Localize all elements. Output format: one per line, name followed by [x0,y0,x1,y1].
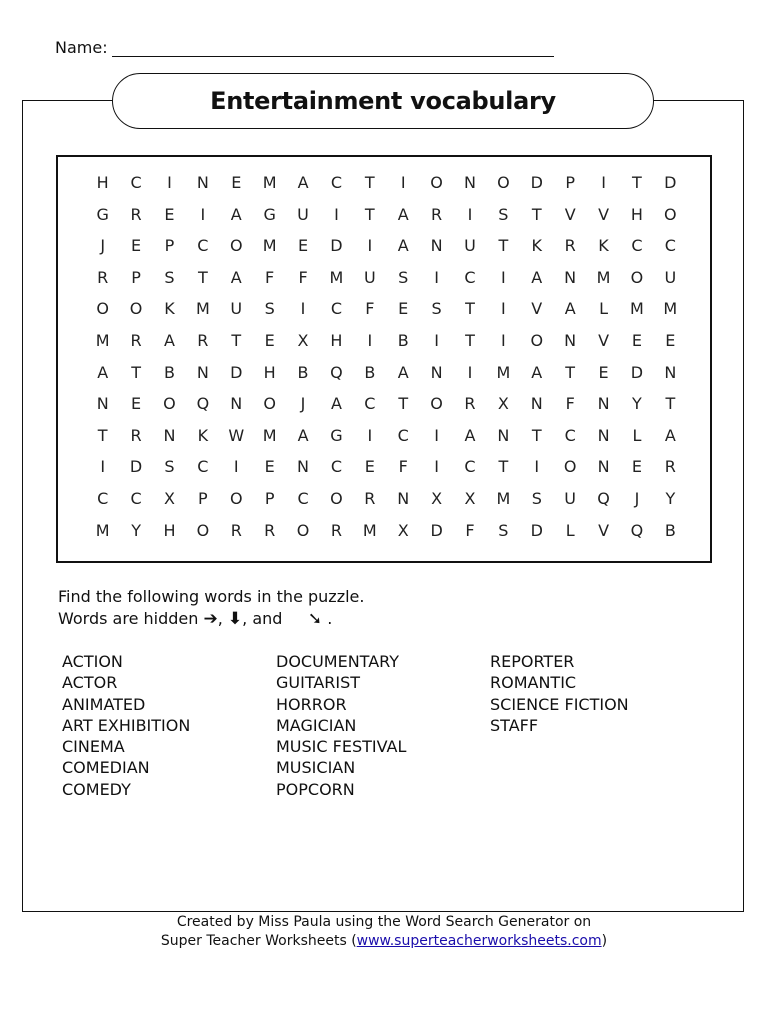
grid-letter: T [131,362,141,382]
footer-line-2 [0,932,768,951]
grid-letter: E [398,299,409,319]
grid-letter: F [265,267,275,287]
grid-letter: O [129,299,143,319]
instructions-sep-2: , and [242,609,283,628]
grid-letter: N [163,425,176,445]
grid-letter: B [397,330,409,350]
grid-letter: J [300,394,306,414]
grid-letter: O [664,204,677,224]
word-list-item: MUSIC FESTIVAL [276,737,407,757]
grid-letter: A [97,362,109,382]
grid-letter: P [164,236,175,256]
grid-letter: N [397,488,410,508]
grid-letter: R [264,520,276,540]
grid-letter: A [297,173,309,192]
word-list-item: STAFF [490,715,539,735]
name-field-row [55,38,554,57]
grid-letter: O [296,520,310,540]
word-list-item: CINEMA [62,737,125,757]
grid-letter: T [565,362,576,382]
footer-suffix: ) [601,933,608,949]
grid-letter: S [164,457,175,477]
word-column [62,651,276,800]
grid-letter: Q [597,488,610,508]
grid-letter: T [97,425,108,445]
title-banner [112,73,654,129]
grid-letter: C [631,236,643,256]
grid-letter: A [464,425,476,445]
grid-letter: N [297,457,310,477]
grid-letter: P [131,267,141,287]
grid-letter: C [330,299,343,319]
grid-letter: A [297,425,309,445]
grid-letter: E [598,362,609,382]
grid-letter: Y [131,520,141,540]
grid-letter: I [467,362,473,382]
grid-letter: V [598,204,610,224]
grid-letter: C [364,394,376,414]
grid-letter: L [599,299,609,319]
grid-letter: A [564,299,576,319]
grid-letter: D [630,362,644,382]
grid-letter: M [262,236,277,256]
instructions-prefix: Words are hidden [58,609,199,628]
grid-letter: N [430,362,443,382]
grid-letter: I [167,173,172,192]
grid-letter: C [197,236,209,256]
grid-letter: I [367,236,373,256]
grid-letter: O [563,457,577,477]
word-list-item: MUSICIAN [276,758,356,778]
grid-letter: I [434,425,439,445]
grid-letter: P [264,488,275,508]
grid-letter: S [498,204,509,224]
grid-letter: D [530,520,543,540]
grid-letter: M [262,425,277,445]
grid-letter: N [196,173,209,192]
grid-letter: I [200,204,206,224]
grid-letter: R [564,236,576,256]
grid-letter: Q [330,362,343,382]
grid-letter: R [664,457,676,477]
instructions-line-2 [58,608,364,630]
grid-letter: P [198,488,208,508]
grid-letter: P [565,173,575,192]
grid-letter: K [164,299,175,319]
grid-letter: O [530,330,544,350]
grid-letter: C [464,267,476,287]
grid-letter: D [664,173,677,192]
grid-letter: H [96,173,109,192]
grid-letter: I [300,299,306,319]
grid-letter: O [229,236,243,256]
word-list-item: ROMANTIC [490,673,577,693]
grid-letter: I [501,330,506,350]
grid-letter: A [531,362,543,382]
grid-letter: O [630,267,644,287]
grid-letter: N [230,394,243,414]
word-list-item: REPORTER [490,652,575,671]
grid-letter: T [665,394,676,414]
grid-letter: E [665,330,676,350]
name-blank-line[interactable] [112,40,554,57]
grid-letter: M [496,488,511,508]
grid-letter: D [230,362,243,382]
grid-letter: U [664,267,677,287]
grid-letter: D [430,520,443,540]
grid-letter: I [501,267,506,287]
grid-letter: V [564,204,576,224]
grid-letter: X [464,488,476,508]
grid-letter: J [634,488,640,508]
grid-letter: L [565,520,575,540]
grid-letter: T [197,267,208,287]
footer-line-1: Created by Miss Paula using the Word Search Generator on [176,914,592,930]
grid-letter: E [631,330,642,350]
grid-letter: B [364,362,376,382]
grid-letter: E [297,236,309,256]
grid-letter: X [297,330,309,350]
grid-letter: X [397,520,409,540]
grid-letter: C [664,236,676,256]
grid-letter: O [430,173,443,192]
grid-letter: C [197,457,209,477]
grid-letter: I [434,267,439,287]
grid-letter: N [530,394,543,414]
page-title: Entertainment vocabulary [210,87,556,115]
footer-link[interactable]: www.superteacherworksheets.com [356,933,602,949]
grid-letter: M [663,299,678,319]
grid-letter: R [230,520,242,540]
word-list-item: DOCUMENTARY [276,652,400,671]
grid-letter: O [330,488,343,508]
grid-letter: A [531,267,543,287]
grid-letter: C [130,488,142,508]
grid-letter: M [329,267,344,287]
grid-letter: M [596,267,611,287]
grid-letter: I [501,299,506,319]
grid-letter: A [330,394,342,414]
grid-letter: H [263,362,276,382]
grid-letter: R [130,425,142,445]
grid-letter: Q [630,520,644,540]
grid-letter: I [434,330,439,350]
word-list-item: ANIMATED [62,694,146,714]
word-column [490,651,704,800]
grid-letter: F [565,394,575,414]
grid-letter: E [264,330,275,350]
grid-letter: R [431,204,443,224]
word-list-item: ACTION [62,652,123,671]
grid-letter: R [464,394,476,414]
grid-letter: S [531,488,542,508]
grid-letter: D [330,236,343,256]
grid-letter: T [465,330,475,350]
grid-letter: A [230,267,242,287]
arrow-right-icon: ➔ [203,609,218,629]
grid-letter: C [464,457,476,477]
grid-letter: C [330,173,343,192]
grid-letter: X [431,488,443,508]
word-list-item: GUITARIST [276,673,361,693]
grid-letter: R [364,488,376,508]
grid-letter: E [231,173,242,192]
grid-letter: G [96,204,109,224]
grid-letter: C [130,173,142,192]
grid-letter: X [163,488,175,508]
grid-letter: M [262,173,277,192]
grid-letter: M [362,520,377,540]
instructions [58,586,364,630]
word-list-item: COMEDIAN [62,758,150,778]
grid-letter: U [230,299,243,319]
grid-letter: N [196,362,209,382]
grid-letter: K [197,425,209,445]
grid-letter: X [497,394,509,414]
grid-letter: T [364,173,375,192]
grid-letter: F [398,457,408,477]
grid-letter: T [498,236,509,256]
grid-letter: E [264,457,275,477]
grid-letter: I [367,425,373,445]
grid-letter: O [263,394,276,414]
arrow-down-icon: ⬇ [227,609,243,629]
grid-letter: N [664,362,677,382]
word-list-item: ACTOR [62,673,118,693]
grid-letter: N [430,236,443,256]
grid-letter: H [163,520,176,540]
grid-letter: H [330,330,343,350]
grid-letter: T [531,425,542,445]
grid-letter: O [163,394,176,414]
word-list [62,651,704,800]
grid-letter: M [195,299,210,319]
grid-letter: M [95,520,110,540]
grid-letter: L [632,425,642,445]
grid-letter: I [100,457,106,477]
grid-letter: N [564,330,577,350]
grid-letter: I [601,173,606,192]
grid-letter: S [431,299,442,319]
grid-letter: U [464,236,476,256]
grid-letter: A [164,330,175,350]
grid-letter: W [228,425,245,445]
grid-letter: F [298,267,308,287]
word-list-item: MAGICIAN [276,715,357,735]
grid-letter: T [531,204,542,224]
grid-letter: C [297,488,309,508]
word-search-grid [86,172,687,551]
arrow-diagonal-icon: ➘ [307,609,323,629]
grid-letter: Y [632,394,642,414]
grid-letter: Y [665,488,676,508]
grid-letter: O [96,299,109,319]
word-list-item: POPCORN [276,779,355,799]
grid-letter: G [263,204,276,224]
grid-letter: V [598,520,610,540]
grid-letter: T [398,394,409,414]
grid-letter: V [598,330,610,350]
grid-letter: T [498,457,509,477]
grid-letter: M [496,362,511,382]
grid-letter: E [131,236,142,256]
grid-letter: F [365,299,375,319]
grid-letter: J [100,236,106,256]
grid-letter: O [229,488,243,508]
grid-letter: K [531,236,543,256]
instructions-line-1: Find the following words in the puzzle. [58,587,365,606]
grid-letter: V [531,299,543,319]
grid-letter: T [632,173,642,192]
word-list-item: ART EXHIBITION [62,715,191,735]
grid-letter: I [334,204,339,224]
grid-letter: E [164,204,175,224]
grid-letter: A [664,425,676,445]
grid-letter: T [364,204,375,224]
grid-letter: A [230,204,242,224]
grid-letter: K [598,236,609,256]
grid-letter: U [363,267,376,287]
grid-letter: A [397,362,409,382]
grid-letter: B [297,362,309,382]
grid-letter: I [534,457,540,477]
grid-letter: N [597,394,610,414]
grid-letter: O [497,173,510,192]
grid-letter: N [96,394,109,414]
grid-letter: I [467,204,473,224]
grid-letter: U [564,488,577,508]
grid-letter: I [367,330,373,350]
grid-letter: Q [196,394,210,414]
grid-letter: A [397,236,409,256]
grid-letter: D [129,457,143,477]
grid-letter: T [465,299,475,319]
grid-letter: R [130,330,142,350]
footer-prefix: Super Teacher Worksheets ( [160,933,357,949]
grid-letter: A [397,204,409,224]
grid-letter: C [97,488,109,508]
grid-letter: U [297,204,309,224]
grid-letter: I [434,457,439,477]
grid-letter: M [95,330,110,350]
grid-letter: N [597,457,610,477]
word-list-item: SCIENCE FICTION [490,694,629,714]
grid-letter: E [364,457,375,477]
grid-letter: C [397,425,409,445]
word-column [276,651,490,800]
grid-letter: N [497,425,510,445]
grid-letter: G [330,425,343,445]
grid-letter: C [564,425,576,445]
grid-letter: D [530,173,543,192]
grid-letter: M [630,299,644,319]
grid-letter: O [196,520,210,540]
footer-credit [0,913,768,951]
grid-letter: S [498,520,509,540]
grid-letter: B [664,520,676,540]
name-label: Name: [55,38,108,57]
grid-letter: I [400,173,406,192]
grid-letter: I [233,457,239,477]
word-list-item: HORROR [276,694,347,714]
grid-letter: R [97,267,109,287]
grid-letter: R [330,520,342,540]
grid-letter: N [564,267,577,287]
grid-letter: R [130,204,142,224]
instructions-sep-1: , [217,609,223,628]
grid-letter: S [164,267,175,287]
grid-letter: S [398,267,409,287]
grid-letter: F [465,520,475,540]
grid-letter: C [330,457,343,477]
grid-letter: N [597,425,610,445]
word-list-item: COMEDY [62,779,131,799]
grid-letter: E [131,394,142,414]
grid-letter: B [163,362,175,382]
grid-letter: R [197,330,209,350]
grid-letter: N [464,173,476,192]
grid-letter: O [430,394,443,414]
grid-letter: T [231,330,242,350]
grid-letter: S [264,299,275,319]
grid-letter: H [630,204,643,224]
instructions-end: . [327,609,333,628]
grid-letter: E [631,457,642,477]
